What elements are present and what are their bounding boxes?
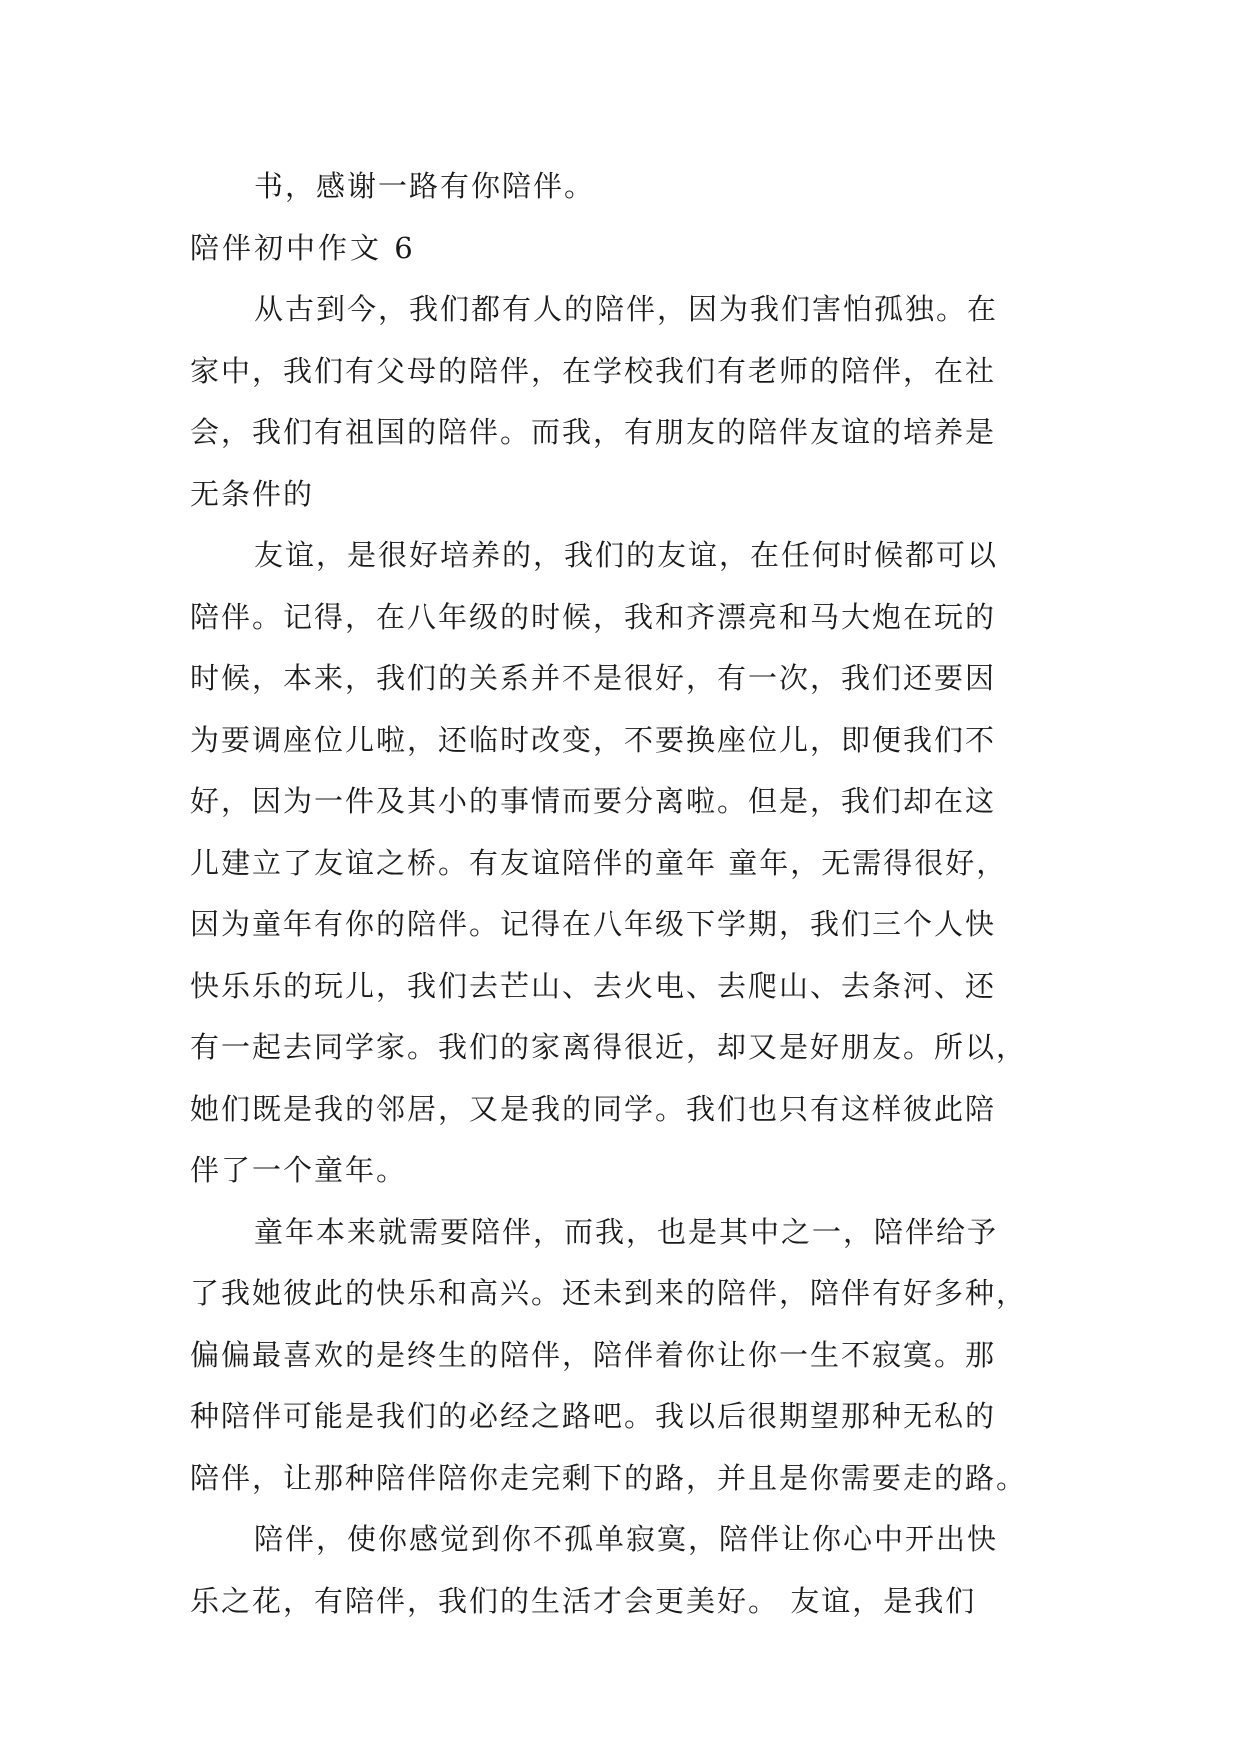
- paragraph-line: 她们既是我的邻居，又是我的同学。我们也只有这样彼此陪: [190, 1091, 997, 1126]
- paragraph-line: 从古到今，我们都有人的陪伴，因为我们害怕孤独。在: [254, 292, 999, 326]
- paragraph-line: 时候，本来，我们的关系并不是很好，有一次，我们还要因: [190, 661, 997, 695]
- paragraph-line: 有一起去同学家。我们的家离得很近，却又是好朋友。所以，: [190, 1030, 1028, 1064]
- paragraph-line: 了我她彼此的快乐和高兴。还未到来的陪伴，陪伴有好多种，: [190, 1276, 1028, 1310]
- paragraph-line: 快乐乐的玩儿，我们去芒山、去火电、去爬山、去条河、还: [190, 968, 997, 1003]
- paragraph-line: 家中，我们有父母的陪伴，在学校我们有老师的陪伴，在社: [190, 353, 997, 388]
- paragraph-line: 种陪伴可能是我们的必经之路吧。我以后很期望那种无私的: [190, 1399, 997, 1433]
- paragraph-line: 乐之花，有陪伴，我们的生活才会更美好。 友谊，是我们: [190, 1583, 977, 1618]
- paragraph-line: 童年本来就需要陪伴，而我，也是其中之一，陪伴给予: [254, 1214, 999, 1249]
- paragraph-line: 陪伴，使你感觉到你不孤单寂寞，陪伴让你心中开出快: [254, 1522, 999, 1556]
- paragraph-line: 友谊，是很好培养的，我们的友谊，在任何时候都可以: [254, 538, 999, 572]
- paragraph-line: 陪伴，让那种陪伴陪你走完剩下的路，并且是你需要走的路。: [190, 1460, 1028, 1495]
- paragraph-line: 为要调座位儿啦，还临时改变，不要换座位儿，即便我们不: [190, 722, 997, 757]
- paragraph-line: 儿建立了友谊之桥。有友谊陪伴的童年 童年，无需得很好，: [190, 845, 1008, 880]
- paragraph-line: 书，感谢一路有你陪伴。: [254, 169, 596, 203]
- paragraph-line: 好，因为一件及其小的事情而要分离啦。但是，我们却在这: [190, 784, 997, 818]
- essay-heading: 陪伴初中作文 6: [190, 230, 416, 265]
- paragraph-line: 陪伴。记得，在八年级的时候，我和齐漂亮和马大炮在玩的: [190, 599, 997, 634]
- paragraph-line: 偏偏最喜欢的是终生的陪伴，陪伴着你让你一生不寂寞。那: [190, 1337, 997, 1372]
- paragraph-line: 伴了一个童年。: [190, 1153, 408, 1187]
- paragraph-line: 会，我们有祖国的陪伴。而我，有朋友的陪伴友谊的培养是: [190, 415, 997, 449]
- essay-body: [190, 156, 1050, 1632]
- paragraph-line: 因为童年有你的陪伴。记得在八年级下学期，我们三个人快: [190, 907, 997, 941]
- paragraph-line: 无条件的: [190, 476, 315, 511]
